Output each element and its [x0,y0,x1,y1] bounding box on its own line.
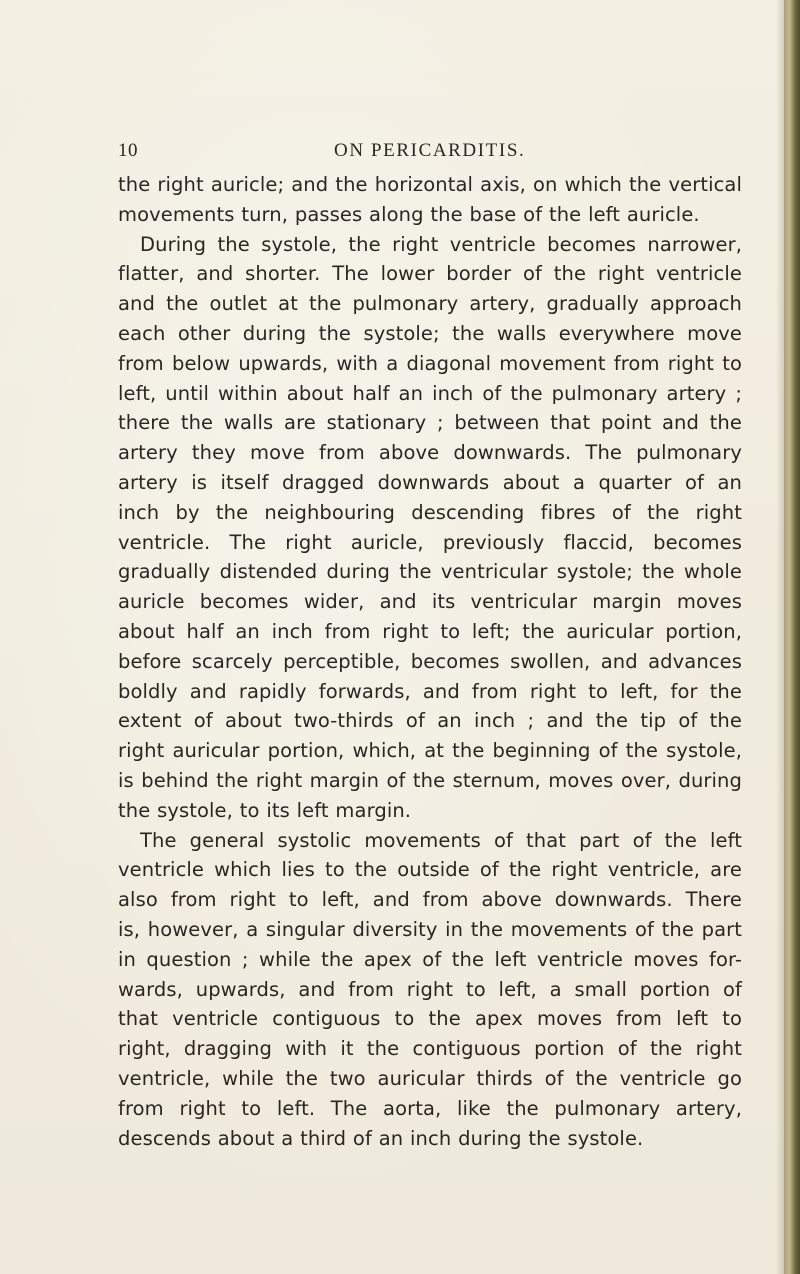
text-line: from below upwards, with a diagonal movement from right to [118,351,742,375]
text-line: left, until within about half an inch of the pulmonary artery ; [118,381,742,405]
page-number: 10 [118,140,138,161]
text-line: gradually distended during the ventricular systole; the whole [118,560,742,584]
paragraph [118,230,742,826]
text-line: ventricle. The right auricle, previously flaccid, becomes [118,530,742,554]
text-line: The general systolic movements of that part of the left [140,828,742,852]
text-line: flatter, and shorter. The lower border of the right ventricle [118,262,742,286]
paragraph [118,826,742,1154]
text-line: in question ; while the apex of the left ventricle moves for- [118,947,742,971]
text-line: artery they move from above downwards. The pulmonary [118,441,742,465]
text-line: also from right to left, and from above downwards. There [118,888,742,912]
text-line: boldly and rapidly forwards, and from right to left, for the [118,679,742,703]
text-line: each other during the systole; the walls everywhere move [118,321,742,345]
text-line: movements turn, passes along the base of the left auricle. [118,202,700,226]
running-head [0,140,780,170]
text-line: artery is itself dragged downwards about a quarter of an [118,470,742,494]
text-line: that ventricle contiguous to the apex moves from left to [118,1007,742,1031]
text-line: about half an inch from right to left; the auricular portion, [118,619,742,643]
text-line: the right auricle; and the horizontal axis, on which the vertical [118,173,742,196]
text-line: and the outlet at the pulmonary artery, gradually approach [118,292,742,316]
text-line: During the systole, the right ventricle becomes narrower, [140,232,742,256]
text-line: auricle becomes wider, and its ventricular margin moves [118,590,742,614]
running-title: ON PERICARDITIS. [334,140,526,161]
text-line: ventricle, while the two auricular thirds of the ventricle go [118,1066,742,1090]
text-line: right auricular portion, which, at the beginning of the systole, [118,739,742,763]
text-line: before scarcely perceptible, becomes swollen, and advances [118,649,742,673]
page-edge-binding [784,0,800,1274]
text-line: wards, upwards, and from right to left, a small portion of [118,977,742,1001]
text-line: there the walls are stationary ; between that point and the [118,411,742,435]
text-line: is behind the right margin of the sternum, moves over, during [118,768,742,792]
text-line: from right to left. The aorta, like the pulmonary artery, [118,1096,742,1120]
text-line: ventricle which lies to the outside of the right ventricle, are [118,858,742,882]
text-line: descends about a third of an inch during the systole. [118,1126,644,1150]
body-text [118,170,742,1153]
text-line: right, dragging with it the contiguous portion of the right [118,1037,742,1061]
text-line: inch by the neighbouring descending fibres of the right [118,500,742,524]
text-line: is, however, a singular diversity in the movements of the part [118,917,742,941]
paragraph [118,170,742,230]
text-line: extent of about two-thirds of an inch ; and the tip of the [118,709,742,733]
text-line: the systole, to its left margin. [118,798,412,822]
